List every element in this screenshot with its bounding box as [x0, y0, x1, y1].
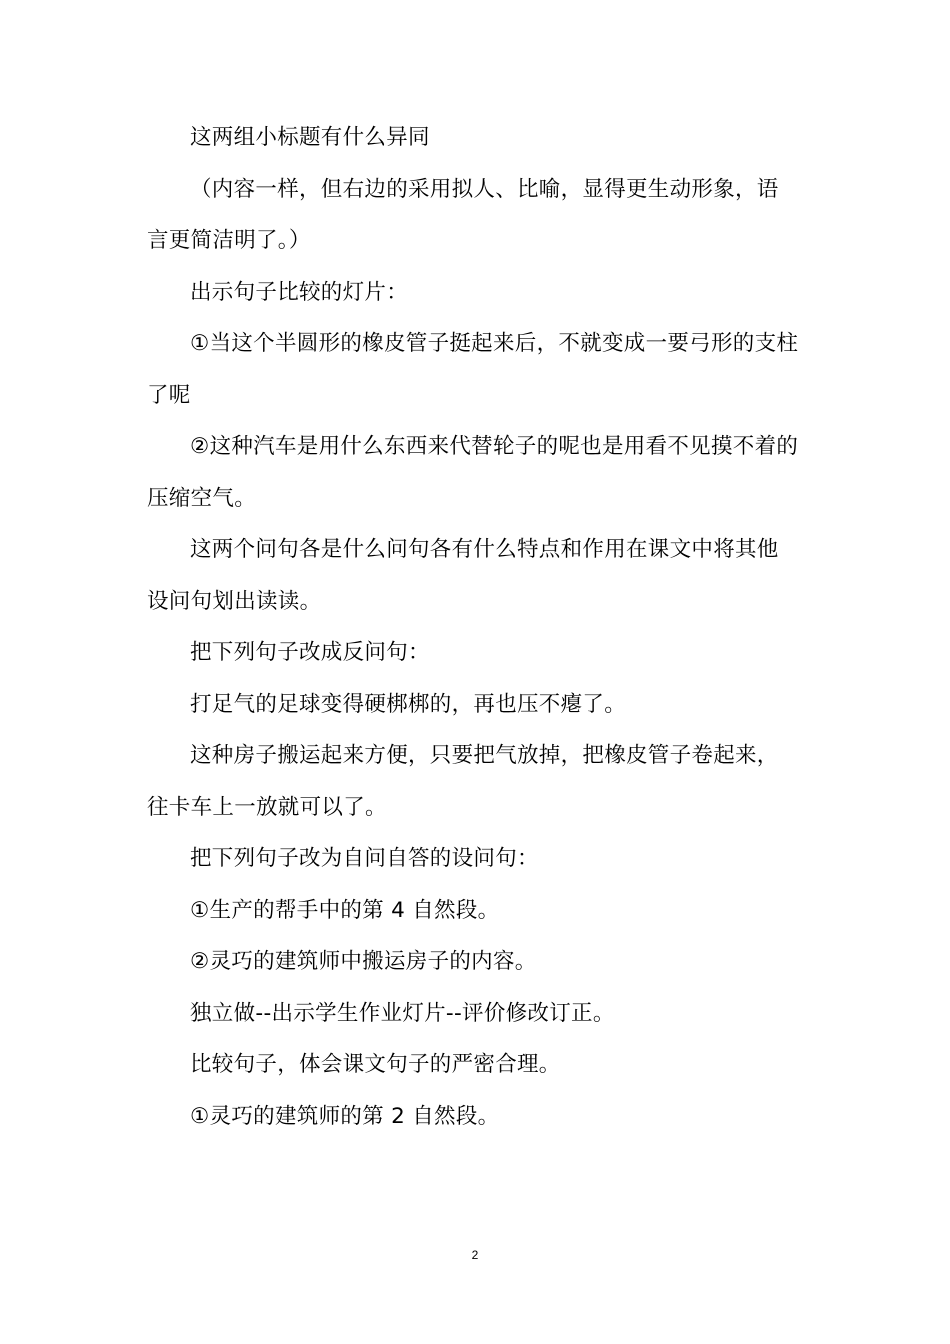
paragraph: 这种房子搬运起来方便，只要把气放掉，把橡皮管子卷起来，往卡车上一放就可以了。	[147, 743, 779, 820]
paragraph: 比较句子，体会课文句子的严密合理。	[190, 1052, 561, 1077]
page-number: 2	[471, 1248, 479, 1262]
paragraph: ①当这个半圆形的橡皮管子挺起来后，不就变成一要弓形的支柱了呢	[147, 331, 799, 408]
paragraph: 把下列句子改为自问自答的设问句：	[190, 846, 539, 871]
paragraph: ②这种汽车是用什么东西来代替轮子的呢也是用看不见摸不着的压缩空气。	[147, 434, 799, 511]
paragraph: ①生产的帮手中的第 4 自然段。	[190, 897, 500, 923]
paragraph: ②灵巧的建筑师中搬运房子的内容。	[190, 949, 537, 974]
paragraph: 打足气的足球变得硬梆梆的，再也压不瘪了。	[190, 691, 627, 717]
paragraph: 独立做--出示学生作业灯片--评价修改订正。	[190, 1000, 615, 1026]
paragraph: ①灵巧的建筑师的第 2 自然段。	[190, 1103, 500, 1129]
paragraph: （内容一样，但右边的采用拟人、比喻，显得更生动形象，语言更简洁明了。）	[147, 176, 779, 253]
paragraph: 出示句子比较的灯片：	[190, 279, 409, 305]
paragraph: 这两组小标题有什么异同	[190, 125, 430, 150]
document-body	[147, 112, 799, 1142]
paragraph: 把下列句子改成反问句：	[190, 640, 430, 665]
paragraph: 这两个问句各是什么问句各有什么特点和作用在课文中将其他设问句划出读读。	[147, 537, 779, 614]
